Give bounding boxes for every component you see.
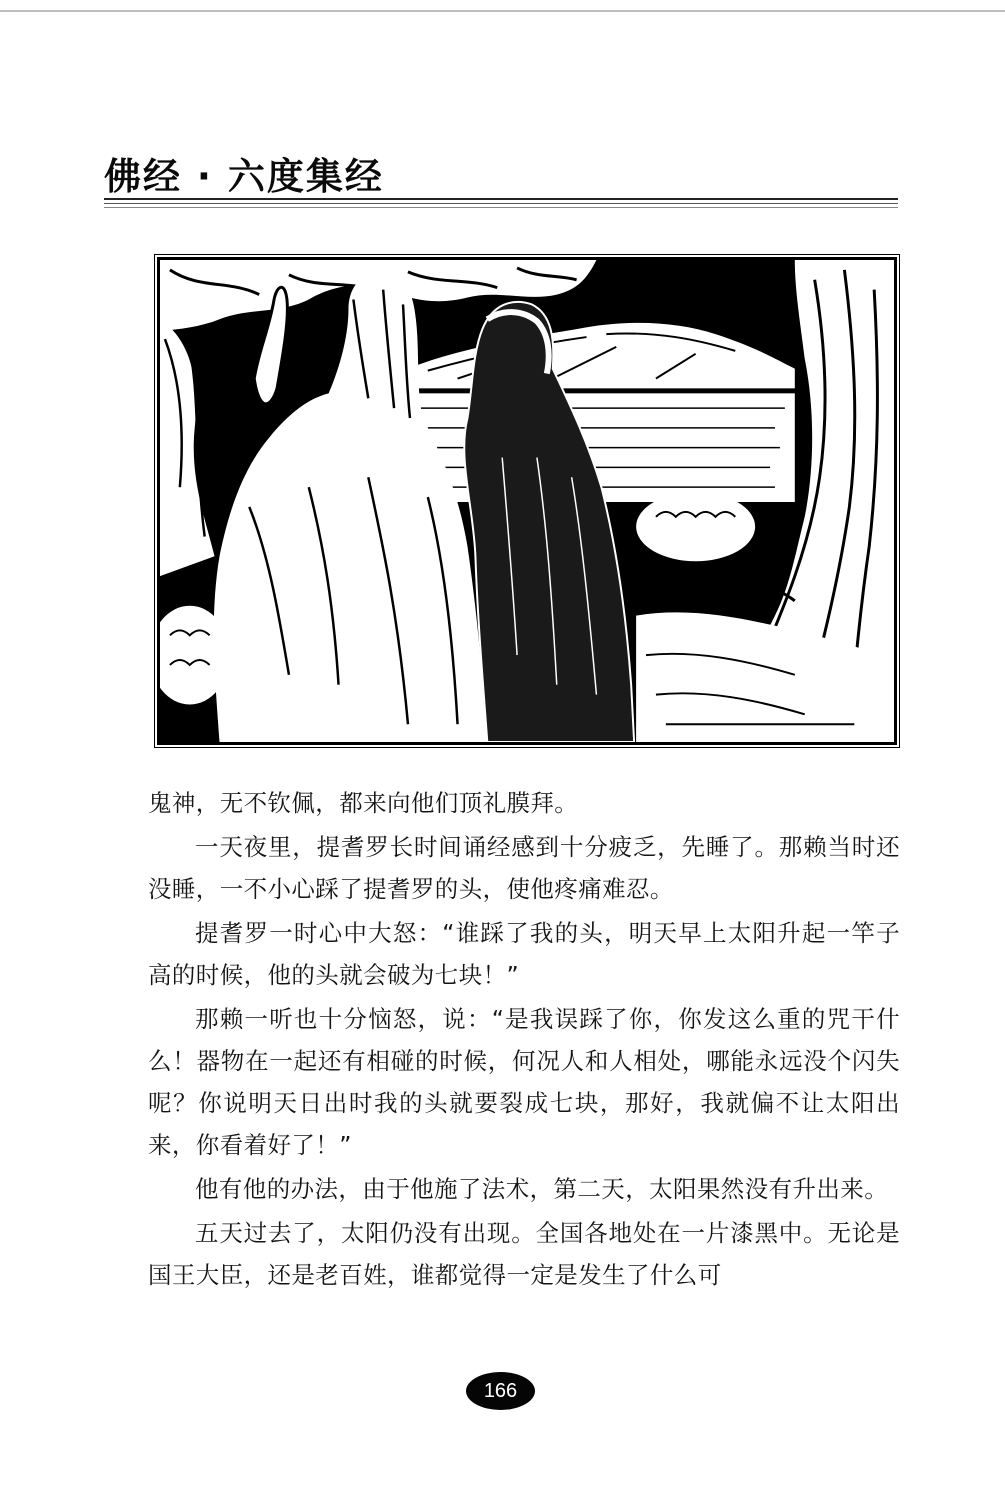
paragraph: 五天过去了，太阳仍没有出现。全国各地处在一片漆黑中。无论是国王大臣，还是老百姓，谁都觉得一定是发生了什么可 <box>148 1219 900 1289</box>
ink-illustration-two-hermits-by-lake-icon <box>160 260 894 742</box>
paragraph: 提耆罗一时心中大怒：“谁踩了我的头，明天早上太阳升起一竿子高的时候，他的头就会破为七块！” <box>148 919 900 989</box>
story-illustration <box>157 257 897 745</box>
paragraph: 鬼神，无不钦佩，都来向他们顶礼膜拜。 <box>148 789 579 817</box>
article-body <box>148 782 900 1298</box>
header-rule-hairline <box>104 207 898 208</box>
header-rule-thin <box>104 203 898 204</box>
paragraph: 一天夜里，提耆罗长时间诵经感到十分疲乏，先睡了。那赖当时还没睡，一不小心踩了提耆罗的头，使他疼痛难忍。 <box>148 833 900 903</box>
top-rule <box>0 10 1005 12</box>
paragraph: 他有他的办法，由于他施了法术，第二天，太阳果然没有升出来。 <box>195 1175 889 1203</box>
paragraph: 那赖一听也十分恼怒，说：“是我误踩了你，你发这么重的咒干什么！器物在一起还有相碰的时候，何况人和人相处，哪能永远没个闪失呢？你说明天日出时我的头就要裂成七块，那好，我就偏不让太阳出来，你看着好了！” <box>148 1005 900 1159</box>
page-number-badge: 166 <box>466 1372 535 1410</box>
page-header-title: 佛经 · 六度集经 <box>104 155 384 198</box>
header-rule <box>104 198 898 200</box>
